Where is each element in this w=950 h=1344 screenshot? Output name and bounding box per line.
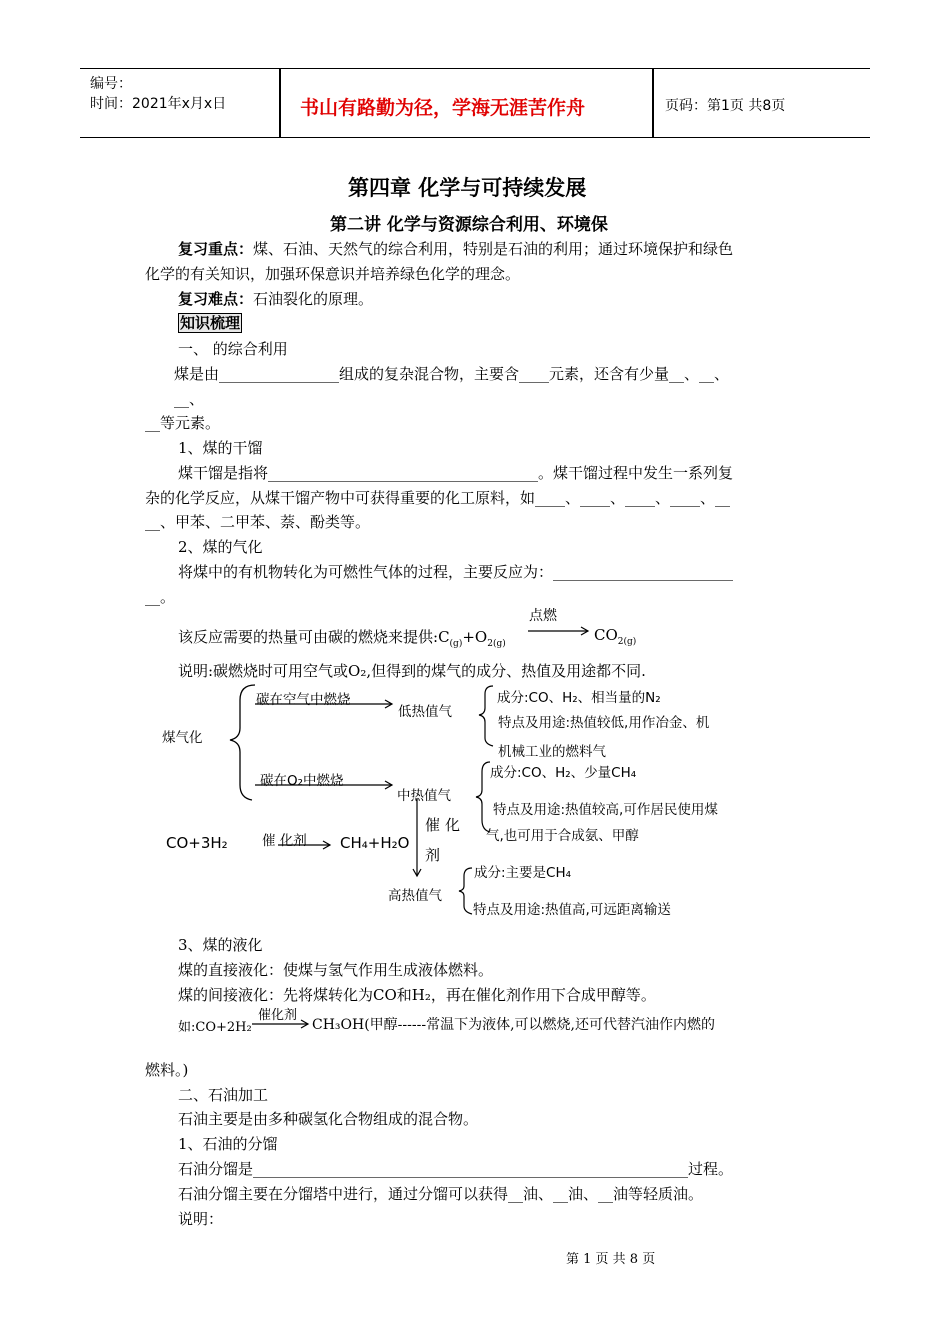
- coal-line-3: __等元素。: [145, 414, 221, 432]
- high-gas-composition: 成分:主要是CH₄: [474, 865, 572, 881]
- section-2-heading: 二、石油加工: [178, 1086, 269, 1104]
- mid-gas-use-2: 气,也可用于合成氨、甲醇: [486, 828, 639, 844]
- fractionation-note: 说明：: [178, 1210, 224, 1228]
- example-line-2: 燃料。): [145, 1061, 189, 1079]
- low-gas-composition: 成分:CO、H₂、相当量的N₂: [497, 690, 661, 706]
- review-key: [178, 238, 733, 259]
- knowledge-label: 知识梳理: [180, 314, 241, 332]
- mid-heat-gas: 中热值气: [397, 788, 451, 804]
- motto: 书山有路勤为径，学海无涯苦作舟: [300, 97, 586, 119]
- heat-equation-right: $CO_{2(g)}$: [594, 626, 637, 647]
- catalyst-label: 催 化剂: [262, 833, 307, 849]
- distillation-line-1: 煤干馏是指将____________________________________。煤干馏过程中发生一系列复: [178, 464, 734, 482]
- indirect-liquefaction: 煤的间接液化：先将煤转化为CO和H₂，再在催化剂作用下合成甲醇等。: [178, 986, 656, 1004]
- distillation-heading: 1、煤的干馏: [178, 439, 263, 457]
- vertical-catalyst-3: 剂: [425, 846, 441, 864]
- page-footer: 第 1 页 共 8 页: [566, 1252, 656, 1267]
- review-diff-label: 复习难点：: [178, 290, 254, 308]
- ignite-label: 点燃: [529, 608, 557, 624]
- low-heat-gas: 低热值气: [398, 704, 452, 720]
- page-header: [80, 68, 870, 138]
- review-key-text: 煤、石油、天然气的综合利用，特别是石油的利用；通过环境保护和绿色: [253, 240, 734, 258]
- heat-prefix: 该反应需要的热量可由碳的燃烧来提供:: [178, 628, 439, 646]
- coal-line-2: __、: [174, 390, 205, 408]
- mid-gas-use-1: 特点及用途:热值较高,可作居民使用煤: [493, 802, 718, 818]
- low-gas-use-2: 机械工业的燃料气: [498, 744, 606, 760]
- gasification-heading: 2、煤的气化: [178, 538, 263, 556]
- gasification-line-2: __。: [145, 588, 176, 606]
- high-heat-gas: 高热值气: [388, 888, 442, 904]
- catalyst-reactant: CO+3H₂: [166, 834, 228, 852]
- review-key-label: 复习重点：: [178, 240, 254, 258]
- oil-main: 石油主要是由多种碳氢化合物组成的混合物。: [178, 1110, 479, 1128]
- vertical-catalyst-2: 化: [445, 816, 461, 834]
- code-label: 编号：: [90, 76, 132, 92]
- gasification-line-1: 将煤中的有机物转化为可燃性气体的过程，主要反应为：________________________: [178, 563, 734, 581]
- review-difficulty: [178, 288, 373, 309]
- page-label: 页码：第1页 共8页: [665, 98, 786, 114]
- o2-burn-label: 碳在O₂中燃烧: [260, 773, 344, 789]
- vertical-catalyst-1: 催: [425, 816, 441, 834]
- high-gas-use: 特点及用途:热值高,可远距离输送: [473, 902, 671, 918]
- section-1-heading: 一、 的综合利用: [178, 340, 288, 358]
- air-burn-label: 碳在空气中燃烧: [256, 692, 351, 708]
- liquefaction-heading: 3、煤的液化: [178, 936, 263, 954]
- review-key-text-2: 化学的有关知识，加强环保意识并培养绿色化学的理念。: [145, 265, 521, 283]
- heat-equation-left: $C_{(g)}+O_{2(g)}$: [438, 628, 506, 649]
- distillation-line-3: __、甲苯、二甲苯、萘、酚类等。: [145, 513, 371, 531]
- reaction-arrow: [526, 624, 592, 638]
- header-divider: [652, 69, 654, 137]
- heat-reaction: [178, 626, 506, 649]
- catalyst-product: CH₄+H₂O: [340, 834, 410, 852]
- mid-gas-composition: 成分:CO、H₂、少量CH₄: [490, 765, 637, 781]
- review-diff-text: 石油裂化的原理。: [253, 290, 374, 308]
- fractionation-line-1: 石油分馏是__________________________________________________________过程。: [178, 1160, 734, 1178]
- fractionation-heading: 1、石油的分馏: [178, 1135, 278, 1153]
- direct-liquefaction: 煤的直接液化：使煤与氢气作用生成液体燃料。: [178, 961, 494, 979]
- example-prefix: 如:CO+2H₂: [178, 1020, 252, 1035]
- example-arrow-label: 催化剂: [258, 1008, 298, 1023]
- diagram-root: 煤气化: [162, 730, 203, 746]
- header-divider: [279, 69, 281, 137]
- lecture-title: 第二讲 化学与资源综合利用、环境保: [330, 215, 608, 235]
- note-line: 说明:碳燃烧时可用空气或O₂,但得到的煤气的成分、热值及用途都不同.: [178, 662, 646, 680]
- coal-line-1: 煤是由________________组成的复杂混合物，主要含____元素，还含有少量__、__、: [174, 365, 730, 383]
- example-suffix: CH₃OH(甲醇------常温下为液体,可以燃烧,还可代替汽油作内燃的: [312, 1017, 715, 1033]
- example-arrow: [250, 1018, 312, 1030]
- low-gas-use-1: 特点及用途:热值较低,用作冶金、机: [498, 715, 710, 731]
- fractionation-line-2: 石油分馏主要在分馏塔中进行，通过分馏可以获得__油、__油、__油等轻质油。: [178, 1185, 704, 1203]
- distillation-line-2: 杂的化学反应，从煤干馏产物中可获得重要的化工原料，如____、____、____、____、__: [145, 489, 731, 507]
- chapter-title: 第四章 化学与可持续发展: [348, 176, 587, 200]
- date-label: 时间：2021年x月x日: [90, 96, 227, 112]
